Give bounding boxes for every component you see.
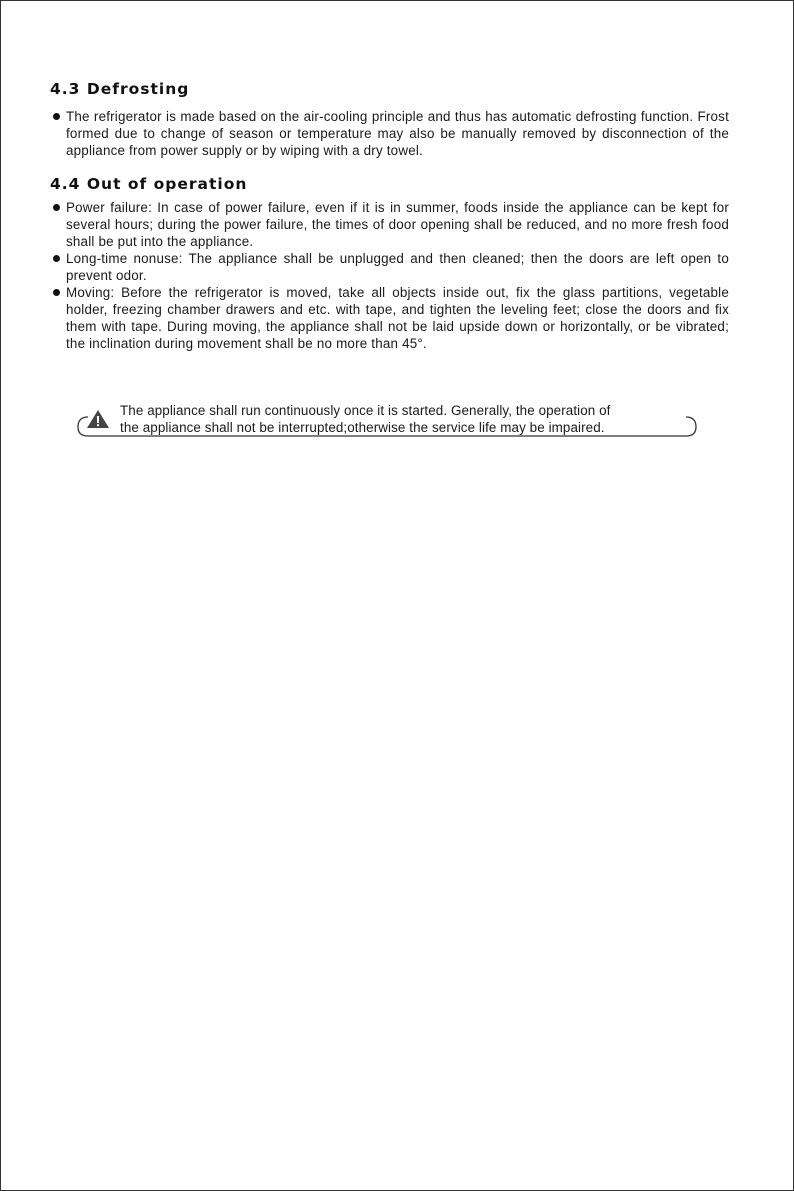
section-out-of-operation [52,199,729,352]
list-item [52,108,729,159]
bullet-icon [53,255,60,262]
list-item-text: Long-time nonuse: The appliance shall be unplugged and then cleaned; then the doors are left open to prevent odor. [66,251,729,283]
section-heading-out-of-operation: 4.4 Out of operation [50,175,248,193]
list-item-text: The refrigerator is made based on the air-cooling principle and thus has automatic defrosting function. Frost formed due to change of season or temperature may also be manually removed by disconnection of the appliance from power supply or by wiping with a dry towel. [66,109,729,158]
warning-triangle-icon [86,409,110,429]
section-defrosting [52,108,729,159]
section-heading-defrosting: 4.3 Defrosting [50,80,190,98]
bullet-icon [53,289,60,296]
list-item-moving [52,284,729,352]
warning-line-1: The appliance shall run continuously once it is started. Generally, the operation of [120,403,611,418]
list-item-text: Power failure: In case of power failure, even if it is in summer, foods inside the appliance can be kept for several hours; during the power failure, the times of door opening shall be reduced, and no more fresh food shall be put into the appliance. [66,200,729,249]
bullet-icon [53,204,60,211]
list-item-long-time-nonuse [52,250,729,284]
warning-line-2: the appliance shall not be interrupted;otherwise the service life may be impaired. [120,420,605,435]
bullet-icon [53,113,60,120]
warning-text [120,402,690,436]
warning-notice [76,401,698,437]
list-item-text: Moving: Before the refrigerator is moved, take all objects inside out, fix the glass partitions, vegetable holder, freezing chamber drawers and etc. with tape, and tighten the leveling feet; close the doors and fix them with tape. During moving, the appliance shall not be laid upside down or horizontally, or be vibrated; the inclination during movement shall be no more than 45°. [66,285,729,351]
list-item-power-failure [52,199,729,250]
